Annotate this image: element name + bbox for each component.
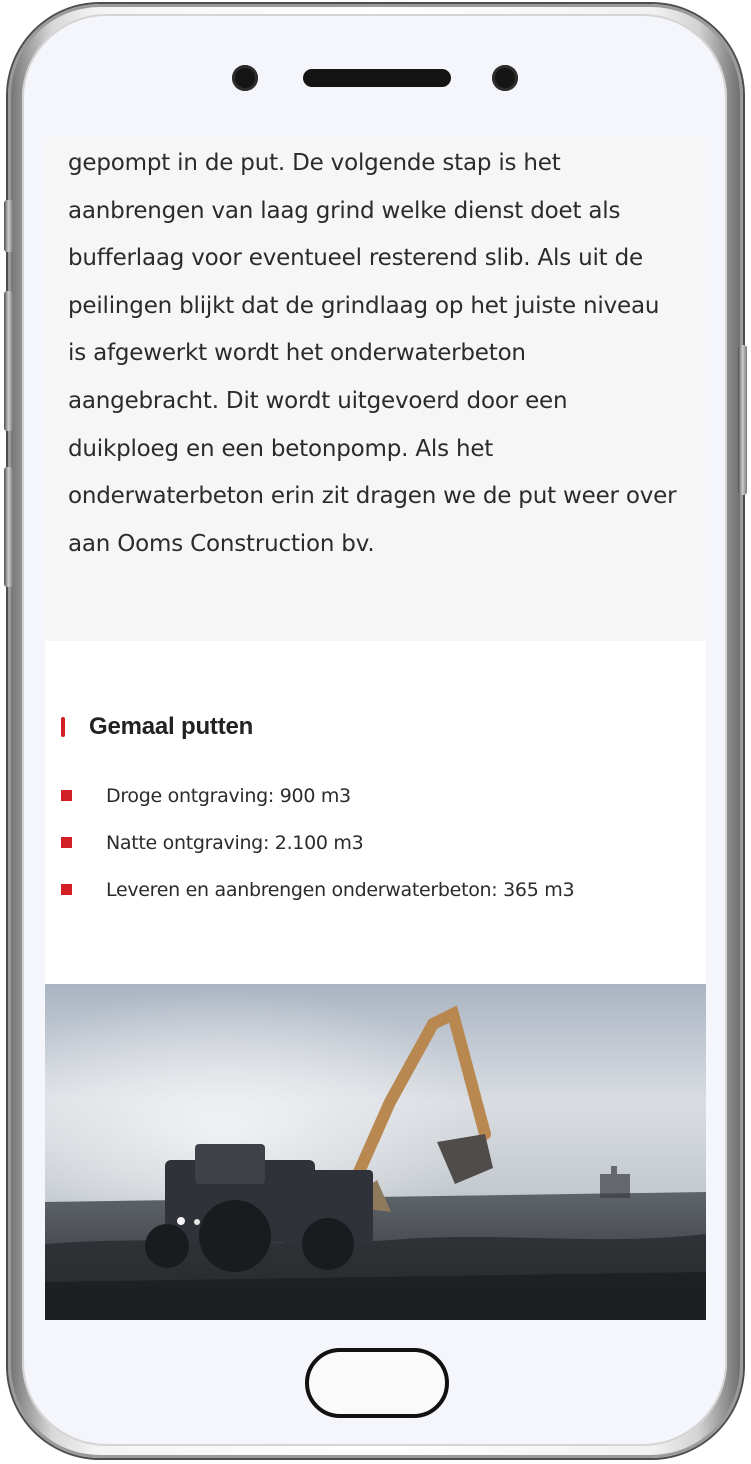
phone-side-button-left-top	[4, 200, 13, 252]
list-item	[61, 772, 574, 819]
section-title: Gemaal putten	[89, 713, 254, 740]
phone-side-button-left-middle	[4, 291, 13, 431]
phone-side-button-right	[738, 345, 747, 495]
section-heading	[61, 710, 253, 744]
phone-screen	[45, 138, 706, 1320]
list-item-text: Natte ontgraving: 2.100 m3	[106, 831, 364, 854]
phone-side-button-left-bottom	[4, 467, 13, 587]
spec-list	[61, 772, 574, 913]
construction-photo-illustration	[45, 984, 706, 1320]
red-square-icon	[61, 790, 72, 801]
list-item-text: Leveren en aanbrengen onderwaterbeton: 365 m3	[106, 878, 575, 901]
front-camera-icon	[232, 65, 258, 91]
list-item	[61, 819, 574, 866]
home-button[interactable]	[305, 1348, 449, 1418]
list-item-text: Droge ontgraving: 900 m3	[106, 784, 351, 807]
red-square-icon	[61, 884, 72, 895]
construction-photo	[45, 984, 706, 1320]
earpiece-speaker	[303, 69, 451, 87]
list-item	[61, 866, 574, 913]
text-panel	[45, 138, 706, 641]
proximity-sensor-icon	[492, 65, 518, 91]
red-square-icon	[61, 837, 72, 848]
article-paragraph: gepompt in de put. De volgende stap is het aanbrengen van laag grind welke dienst doet als bufferlaag voor eventueel resterend slib. Als uit de peilingen blijkt dat de grindlaag op het juiste niveau is afgewerkt wordt het onderwaterbeton aangebracht. Dit wordt uitgevoerd door een duikploeg en een betonpomp. Als het onderwaterbeton erin zit dragen we de put weer over aan Ooms Construction bv.	[68, 150, 677, 557]
red-bar-icon	[61, 717, 65, 737]
